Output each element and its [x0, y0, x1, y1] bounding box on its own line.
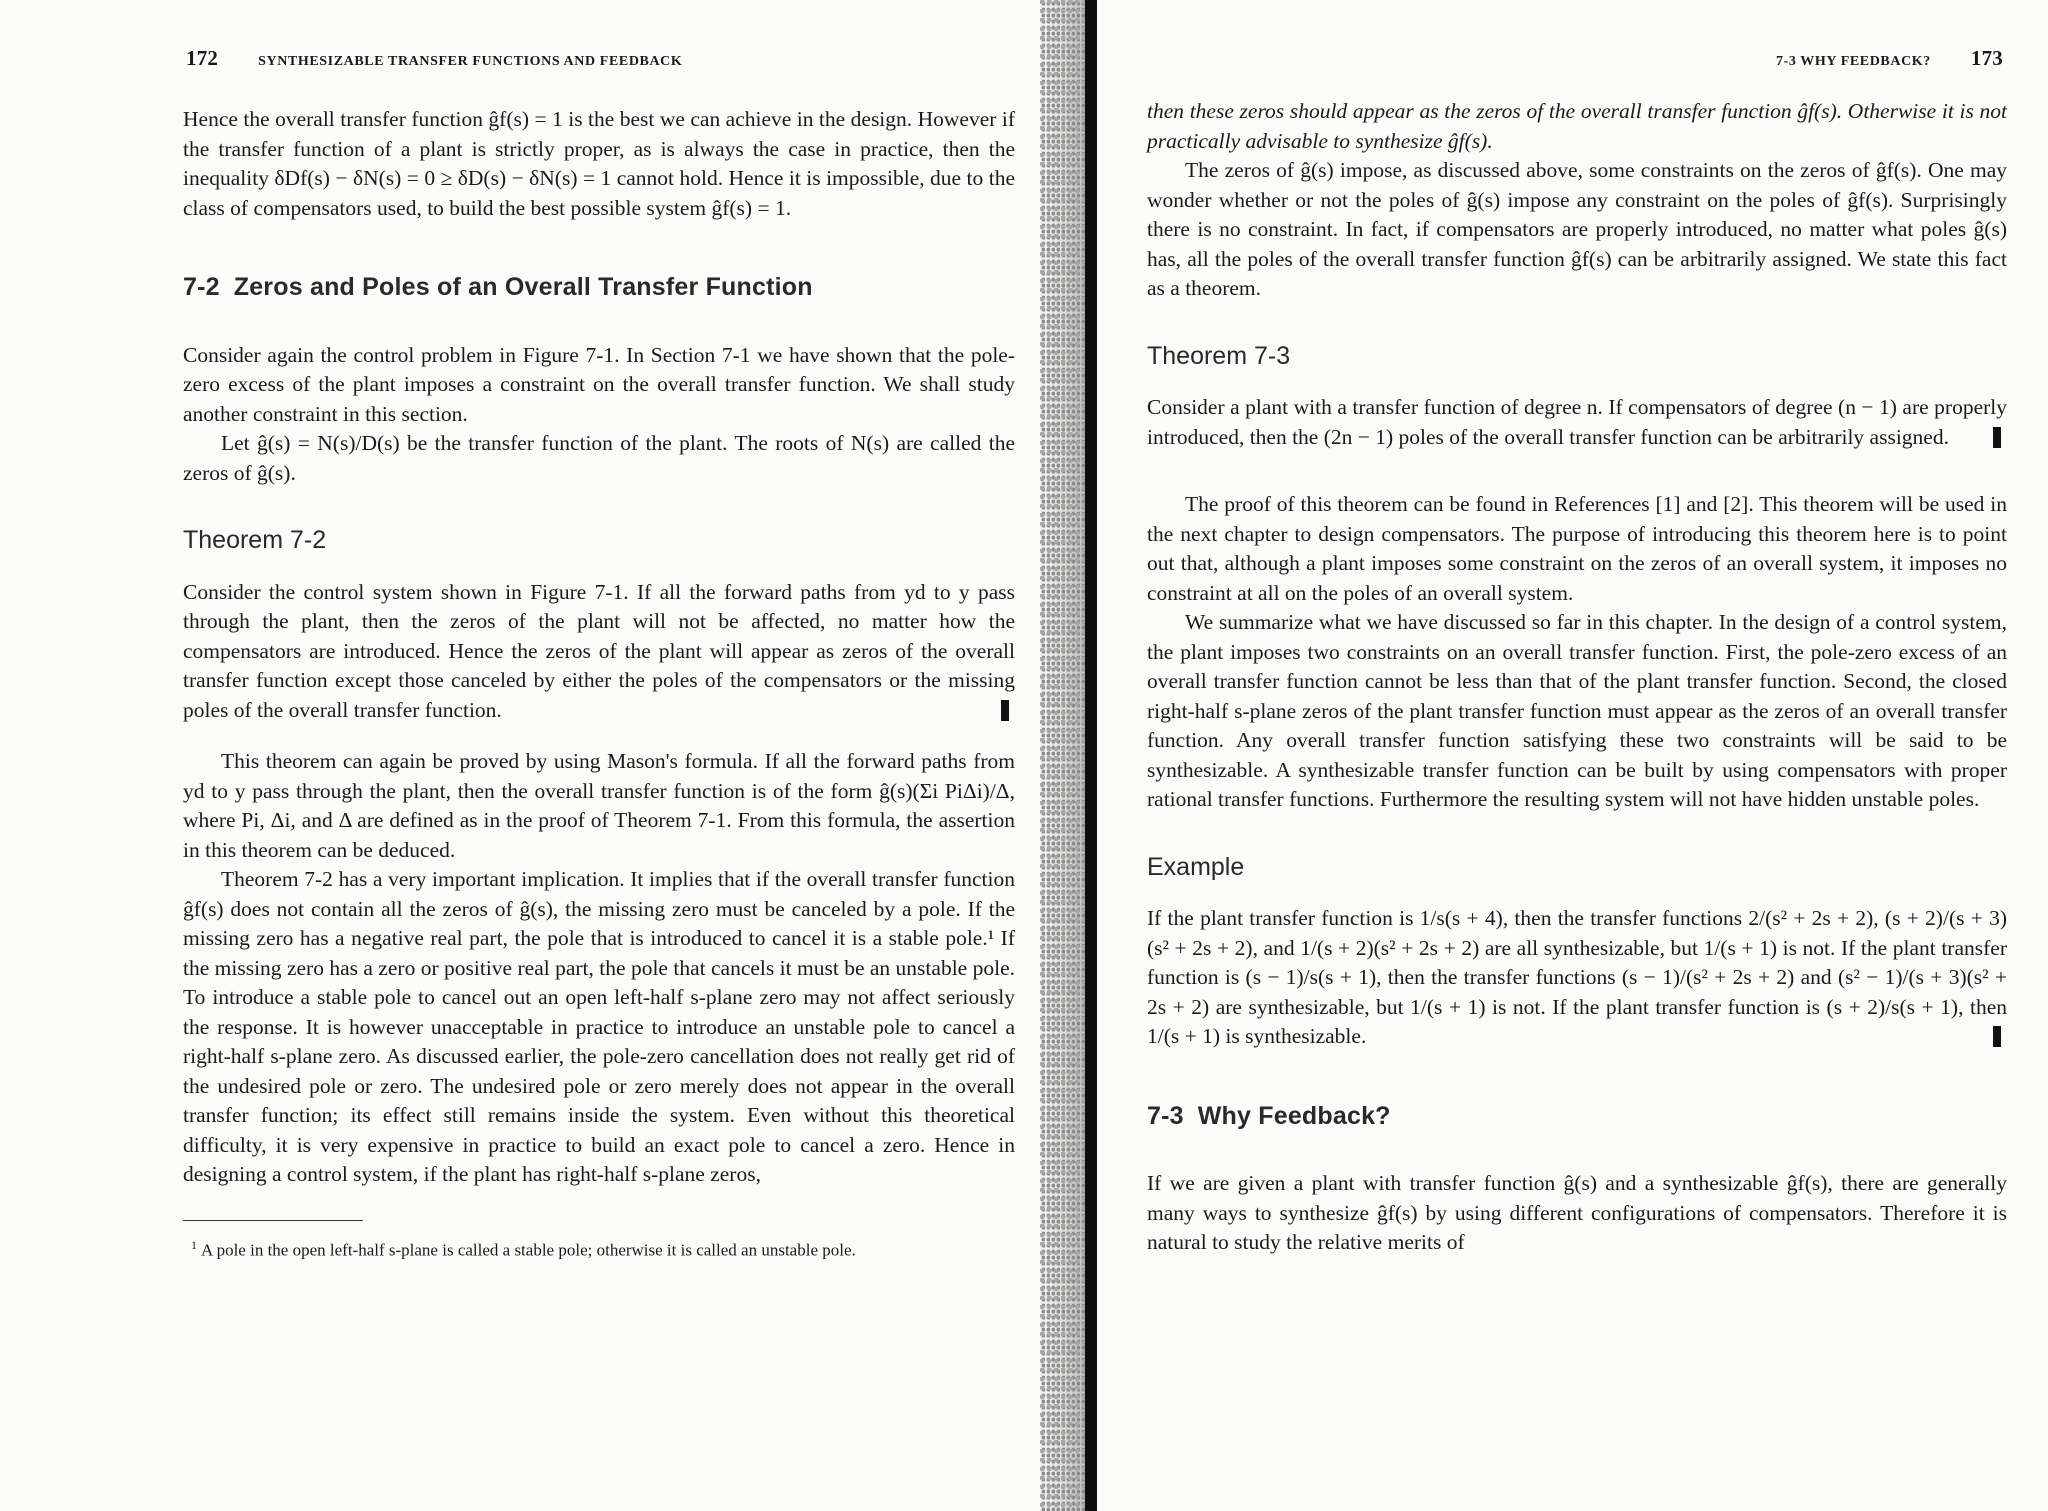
- section-number: 7-3: [1147, 1101, 1184, 1130]
- section-heading-7-2: [183, 273, 1015, 303]
- book-spine: [1085, 0, 1097, 1511]
- right-opening-paragraph: then these zeros should appear as the zeros of the overall transfer function ĝf(s). Otherwise it is not practically advisable to synthesize ĝf(s).: [1147, 99, 2007, 153]
- left-running-title: SYNTHESIZABLE TRANSFER FUNCTIONS AND FEEDBACK: [258, 54, 683, 69]
- footnote-rule: [183, 1220, 363, 1221]
- example-title: Example: [1147, 852, 1245, 881]
- footnote-mark: 1: [191, 1237, 197, 1252]
- section-heading-7-3: [1147, 1102, 2007, 1132]
- right-page-content: [1147, 97, 2007, 1258]
- footnote: $^1$ A pole in the open left-half s-plane is called a stable pole; otherwise it is called an unstable pole.: [191, 1237, 856, 1260]
- right-closing-paragraph: If we are given a plant with transfer function ĝ(s) and a synthesizable ĝf(s), there are generally many ways to synthesize ĝf(s) by using different configurations of compensators. Therefore it is natural to study the relative merits of: [1147, 1171, 2007, 1254]
- right-page-header: [1403, 46, 2003, 71]
- theorem-7-3-body: Consider a plant with a transfer function of degree n. If compensators of degree (n − 1) are properly introduced, then the (2n − 1) poles of the overall transfer function can be arbitrarily assigned.: [1147, 395, 2007, 449]
- example-body: If the plant transfer function is 1/s(s + 4), then the transfer functions 2/(s² + 2s + 2), (s + 2)/(s + 3)(s² + 2s + 2), and 1/(s + 2)(s² + 2s + 2) are all synthesizable, but 1/(s + 1) is not. If the plant transfer function is (s − 1)/s(s + 1), then the transfer functions (s − 1)/(s² + 2s + 2) and (s² − 1)/(s + 3)(s² + 2s + 2) are synthesizable, but 1/(s + 1) is not. If the plant transfer function is (s + 2)/s(s + 1), then 1/(s + 1) is synthesizable.: [1147, 906, 2007, 1048]
- proof-paragraph: This theorem can again be proved by using Mason's formula. If all the forward paths from yd to y pass through the plant, then the overall transfer function is of the form ĝ(s)(Σi PiΔi)/Δ, where Pi, Δi, and Δ are defined as in the proof of Theorem 7-1. From this formula, the assertion in this theorem can be deduced.: [183, 749, 1015, 862]
- theorem-7-3-title: Theorem 7-3: [1147, 341, 1291, 370]
- theorem-7-2-title: Theorem 7-2: [183, 526, 327, 554]
- section-number: 7-2: [183, 273, 220, 301]
- left-opening-paragraph: Hence the overall transfer function ĝf(s) = 1 is the best we can achieve in the design. However if the transfer function of a plant is strictly proper, as is always the case in practice, then the inequality δDf(s) − δN(s) = 0 ≥ δD(s) − δN(s) = 1 cannot hold. Hence it is impossible, due to the class of compensators used, to build the best possible system ĝf(s) = 1.: [183, 107, 1015, 220]
- left-page-number: 172: [186, 46, 219, 70]
- references-paragraph: The proof of this theorem can be found in References [1] and [2]. This theorem will be used in the next chapter to design compensators. The purpose of introducing this theorem here is to point out that, although a plant imposes some constraint on the zeros of an overall system, it imposes no constraint at all on the poles of an overall system.: [1147, 492, 2007, 605]
- end-of-example-mark: [1993, 1026, 2001, 1047]
- section-title: Zeros and Poles of an Overall Transfer Function: [233, 273, 813, 301]
- right-page-number: 173: [1970, 46, 2003, 70]
- section-paragraph: Let ĝ(s) = N(s)/D(s) be the transfer function of the plant. The roots of N(s) are called the zeros of ĝ(s).: [183, 431, 1015, 485]
- end-of-theorem-mark: [1001, 700, 1009, 721]
- summary-paragraph: We summarize what we have discussed so far in this chapter. In the design of a control system, the plant imposes two constraints on an overall transfer function. First, the pole-zero excess of an overall transfer function cannot be less than that of the plant transfer function. Second, the closed right-half s-plane zeros of the plant transfer function must appear as the zeros of an overall transfer function. Any overall transfer function satisfying these two constraints will be said to be synthesizable. A synthesizable transfer function can be built by using compensators with proper rational transfer functions. Furthermore the resulting system will not have hidden unstable poles.: [1147, 610, 2007, 811]
- left-page-content: [183, 105, 1015, 1262]
- section-paragraph: Consider again the control problem in Figure 7-1. In Section 7-1 we have shown that the pole-zero excess of the plant imposes a constraint on the overall transfer function. We shall study another constraint in this section.: [183, 342, 1015, 426]
- theorem-7-2-body: Consider the control system shown in Figure 7-1. If all the forward paths from yd to y pass through the plant, then the zeros of the plant will not be affected, no matter how the compensators are introduced. Hence the zeros of the plant will appear as zeros of the overall transfer function except those canceled by either the poles of the compensators or the missing poles of the overall transfer function.: [183, 579, 1015, 722]
- right-running-title: 7-3 WHY FEEDBACK?: [1776, 54, 1931, 69]
- end-of-theorem-mark: [1993, 427, 2001, 448]
- implication-paragraph: Theorem 7-2 has a very important implication. It implies that if the overall transfer function ĝf(s) does not contain all the zeros of ĝ(s), the missing zero must be canceled by a pole. If the missing zero has a negative real part, the pole that is introduced to cancel it is a stable pole.¹ If the missing zero has a zero or positive real part, the pole that cancels it must be an unstable pole. To introduce a stable pole to cancel out an open left-half s-plane zero may not affect seriously the response. It is however unacceptable in practice to introduce an unstable pole to cancel a right-half s-plane zero. As discussed earlier, the pole-zero cancellation does not really get rid of the undesired pole or zero. The undesired pole or zero merely does not appear in the overall transfer function; its effect still remains inside the system. Even without this theoretical difficulty, it is very expensive in practice to build an exact pole to cancel a zero. Hence in designing a control system, if the plant has right-half s-plane zeros,: [183, 867, 1015, 1186]
- section-title: Why Feedback?: [1197, 1101, 1391, 1130]
- left-page-header: [186, 46, 1016, 71]
- right-page: [1097, 0, 2048, 1511]
- right-opening-paragraph: The zeros of ĝ(s) impose, as discussed above, some constraints on the zeros of ĝf(s). One may wonder whether or not the poles of ĝ(s) impose any constraint on the poles of ĝf(s). Surprisingly there is no constraint. In fact, if compensators are properly introduced, no matter what poles ĝ(s) has, all the poles of the overall transfer function ĝf(s) can be arbitrarily assigned. We state this fact as a theorem.: [1147, 158, 2007, 300]
